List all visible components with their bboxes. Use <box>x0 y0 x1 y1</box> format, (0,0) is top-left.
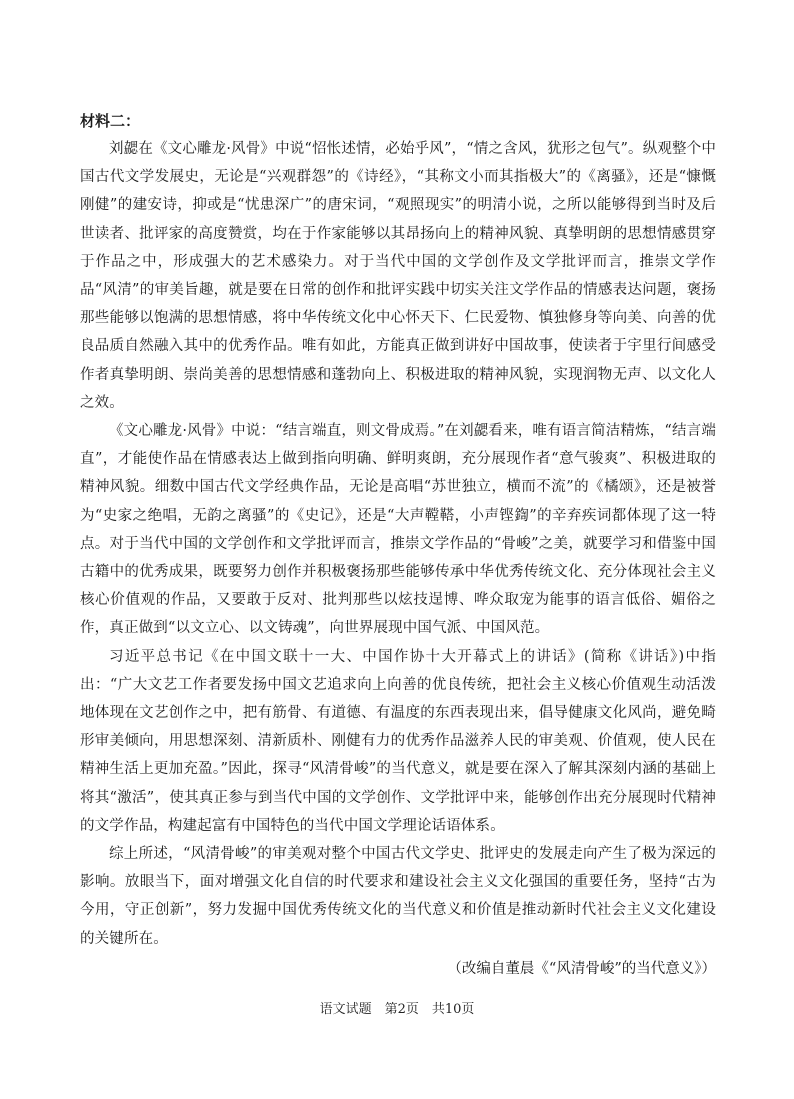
paragraph-1: 刘勰在《文心雕龙·风骨》中说“怊怅述情，必始乎风”，“情之含风，犹形之包气”。纵观整个中国古代文学发展史，无论是“兴观群怨”的《诗经》，“其称文小而其指极大”的《离骚》，还是“慷慨刚健”的建安诗，抑或是“忧患深广”的唐宋词，“观照现实”的明清小说，之所以能够得到当时及后世读者、批评家的高度赞赏，均在于作家能够以其昂扬向上的精神风貌、真挚明朗的思想情感贯穿于作品之中，形成强大的艺术感染力。对于当代中国的文学创作及文学批评而言，推崇文学作品“风清”的审美旨趣，就是要在日常的创作和批评实践中切实关注文学作品的情感表达问题，褒扬那些能够以饱满的思想情感，将中华传统文化中心怀天下、仁民爱物、慎独修身等向美、向善的优良品质自然融入其中的优秀作品。唯有如此，方能真正做到讲好中国故事，使读者于宇里行间感受作者真挚明朗、崇尚美善的思想情感和蓬勃向上、积极进取的精神风貌，实现润物无声、以文化人之效。 <box>80 141 716 411</box>
document-body <box>80 107 716 983</box>
paragraph-2: 《文心雕龙·风骨》中说：“结言端直，则文骨成焉。”在刘勰看来，唯有语言简洁精炼，“结言端直”，才能使作品在情感表达上做到指向明确、鲜明爽朗，充分展现作者“意气骏爽”、积极进取的精神风貌。细数中国古代文学经典作品，无论是高唱“苏世独立，横而不流”的《橘颂》，还是被誉为“史家之绝唱，无韵之离骚”的《史记》，还是“大声鞺鞳，小声铿鍧”的辛弃疾词都体现了这一特点。对于当代中国的文学创作和文学批评而言，推崇文学作品的“骨峻”之美，就要学习和借鉴中国古籍中的优秀成果，既要努力创作并积极褒扬那些能够传承中华优秀传统文化、充分体现社会主义核心价值观的作品，又要敢于反对、批判那些以炫技逞博、哗众取宠为能事的语言低俗、媚俗之作，真正做到“以文立心、以文铸魂”，向世界展现中国气派、中国风范。 <box>80 423 716 637</box>
section-heading: 材料二： <box>80 112 141 130</box>
paragraph-4: 综上所述，“风清骨峻”的审美观对整个中国古代文学史、批评史的发展走向产生了极为深远的影响。放眼当下，面对增强文化自信的时代要求和建设社会主义文化强国的重要任务，坚持“古为今用，守正创新”，努力发掘中国优秀传统文化的当代意义和价值是推动新时代社会主义文化建设的关键所在。 <box>80 846 716 947</box>
paragraph-3: 习近平总书记《在中国文联十一大、中国作协十大开幕式上的讲话》(简称《讲话》)中指出：“广大文艺工作者要发扬中国文艺追求向上向善的优良传统，把社会主义核心价值观生动活泼地体现在文艺创作之中，把有筋骨、有道德、有温度的东西表现出来，倡导健康文化风尚，避免畸形审美倾向，用思想深刻、清新质朴、刚健有力的优秀作品滋养人民的审美观、价值观，使人民在精神生活上更加充盈。”因此，探寻“风清骨峻”的当代意义，就是要在深入了解其深刻内涵的基础上将其“激活”，使其真正参与到当代中国的文学创作、文学批评中来，能够创作出充分展现时代精神的文学作品，构建起富有中国特色的当代中国文学理论话语体系。 <box>80 648 716 834</box>
page-footer: 语文试题 第2页 共10页 <box>319 1002 475 1017</box>
source-citation: （改编自董晨《“风清骨峻”的当代意义》） <box>447 960 716 977</box>
